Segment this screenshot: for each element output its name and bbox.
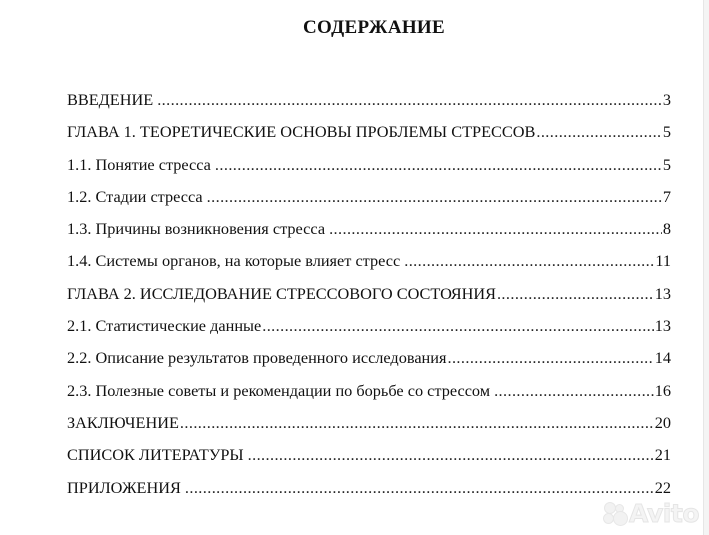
toc-entry-appendices [67, 477, 671, 509]
dot-leader [185, 477, 654, 499]
toc-entry-page: 13 [654, 283, 671, 303]
toc-entry-label: 1.2. Стадии стресса [67, 186, 203, 206]
toc-entry-page: 14 [654, 348, 671, 368]
toc-entry-page: 21 [654, 445, 671, 465]
toc-entry-label: ГЛАВА 1. ТЕОРЕТИЧЕСКИЕ ОСНОВЫ ПРОБЛЕМЫ СТРЕССОВ [67, 122, 536, 142]
toc-entry-label: 2.1. Статистические данные [67, 316, 262, 336]
toc-entry-label: 1.3. Причины возникновения стресса [67, 219, 326, 239]
table-of-contents [67, 89, 671, 509]
toc-entry-page: 22 [654, 477, 671, 497]
toc-entry-references [67, 444, 671, 476]
dot-leader [248, 444, 654, 466]
toc-entry-1-2 [67, 186, 671, 218]
dot-leader [447, 347, 653, 369]
toc-entry-1-1 [67, 154, 671, 186]
toc-entry-1-3 [67, 218, 671, 250]
toc-entry-chapter-1 [67, 121, 671, 153]
dot-leader [536, 121, 662, 143]
toc-entry-page: 16 [654, 380, 671, 400]
toc-entry-page: 8 [662, 219, 671, 239]
dot-leader [404, 250, 654, 272]
toc-entry-1-4 [67, 250, 671, 282]
toc-entry-page: 3 [662, 90, 671, 109]
toc-entry-page: 13 [654, 316, 671, 336]
toc-entry-label: ВВЕДЕНИЕ [67, 90, 154, 109]
toc-entry-page: 7 [662, 186, 671, 206]
dot-leader [207, 186, 662, 208]
toc-entry-chapter-2 [67, 283, 671, 315]
toc-entry-page: 20 [654, 412, 671, 432]
toc-entry-label: 2.3. Полезные советы и рекомендации по борьбе со стрессом [67, 380, 491, 400]
dot-leader [157, 89, 662, 111]
dot-leader [262, 315, 654, 337]
dot-leader [494, 380, 654, 402]
toc-entry-conclusion [67, 412, 671, 444]
page-edge [703, 0, 709, 535]
toc-title: СОДЕРЖАНИЕ [303, 17, 445, 38]
dot-leader [497, 283, 654, 305]
toc-entry-label: 1.4. Системы органов, на которые влияет стресс [67, 251, 401, 271]
toc-entry-introduction [67, 89, 671, 121]
toc-entry-label: 2.2. Описание результатов проведенного исследования [67, 348, 447, 368]
avito-watermark [603, 498, 699, 528]
toc-entry-label: 1.1. Понятие стресса [67, 154, 211, 174]
dot-leader [180, 412, 654, 434]
toc-entry-page: 5 [662, 122, 671, 142]
toc-entry-label: СПИСОК ЛИТЕРАТУРЫ [67, 445, 244, 465]
toc-entry-page: 5 [662, 154, 671, 174]
toc-entry-label: ПРИЛОЖЕНИЯ [67, 477, 181, 497]
dot-leader [329, 218, 662, 240]
avito-watermark-text: Avito [629, 498, 699, 528]
toc-entry-label: ГЛАВА 2. ИССЛЕДОВАНИЕ СТРЕССОВОГО СОСТОЯНИЯ [67, 283, 496, 303]
toc-entry-page: 11 [655, 251, 671, 271]
toc-entry-2-1 [67, 315, 671, 347]
toc-entry-2-3 [67, 380, 671, 412]
dot-leader [215, 154, 662, 176]
toc-entry-label: ЗАКЛЮЧЕНИЕ [67, 412, 179, 432]
toc-entry-2-2 [67, 347, 671, 379]
avito-dots-icon [603, 501, 626, 525]
